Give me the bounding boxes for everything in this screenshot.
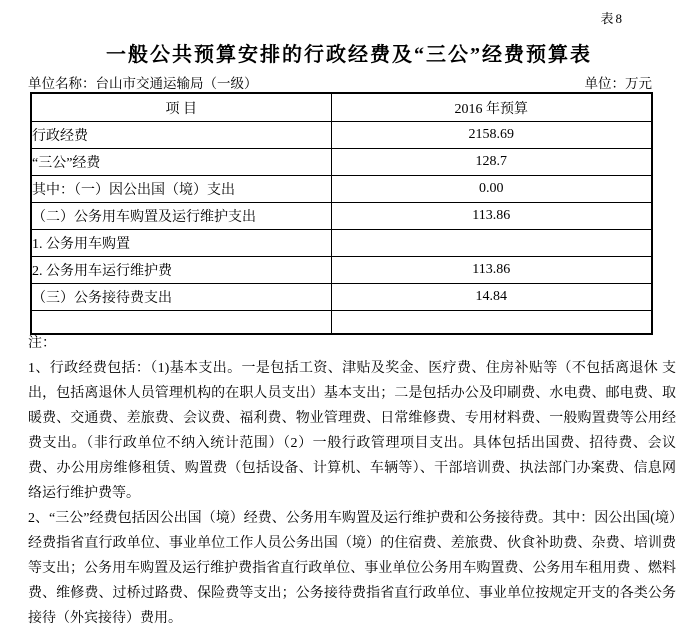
item-cell: “三公”经费 [31, 149, 331, 176]
item-cell: 2. 公务用车运行维护费 [31, 257, 331, 284]
table-row [31, 284, 652, 311]
notes-label: 注： [28, 336, 56, 351]
unit-of-measure: 单位：万元 [584, 76, 652, 91]
table-row [31, 149, 652, 176]
item-cell: 行政经费 [31, 122, 331, 149]
table-row [31, 257, 652, 284]
document-title: 一般公共预算安排的行政经费及“三公”经费预算表 [106, 44, 592, 66]
item-cell: （二）公务用车购置及运行维护支出 [31, 203, 331, 230]
table-row [31, 203, 652, 230]
value-cell: 113.86 [331, 203, 652, 230]
item-cell: 其中：（一）因公出国（境）支出 [31, 176, 331, 203]
budget-table [30, 92, 653, 335]
item-cell: （三）公务接待费支出 [31, 284, 331, 311]
header-item-cell: 项 目 [31, 93, 331, 122]
table-number-label: 表8 [600, 11, 624, 26]
note-item: 2、“三公”经费包括因公出国（境）经费、公务用车购置及运行维护费和公务接待费。其中：因公出国(境）经费指省直行政单位、事业单位工作人员公务出国（境）的住宿费、差旅费、伙食补助费、杂费、培训费等支出；公务用车购置及运行维护费指省直行政单位、事业单位公务用车购置费、公务用车租用费 、燃料费、维修费、过桥过路费、保险费等支出；公务接待费指省直行政单位、事业单位按规定开支的各类公务接待（外宾接待）费用。 [28, 511, 676, 626]
header-year-cell: 2016 年预算 [331, 93, 652, 122]
table-row [31, 122, 652, 149]
value-cell: 2158.69 [331, 122, 652, 149]
note-item: 1、行政经费包括：（1)基本支出。一是包括工资、津贴及奖金、医疗费、住房补贴等（不包括离退休 支出，包括离退休人员管理机构的在职人员支出）基本支出；二是包括办公及印刷费、水电费、邮电费、取暖费、交通费、差旅费、会议费、福利费、物业管理费、日常维修费、专用材料费、一般购置费等公用经费支出。（非行政单位不纳入统计范围）（2）一般行政管理项目支出。具体包括出国费、招待费、会议费、办公用房维修租赁、购置费（包括设备、计算机、车辆等）、干部培训费、执法部门办案费、信息网络运行维护费等。 [28, 361, 676, 501]
value-cell: 14.84 [331, 284, 652, 311]
item-cell: 1. 公务用车购置 [31, 230, 331, 257]
table-row [31, 230, 652, 257]
value-cell: 113.86 [331, 257, 652, 284]
unit-name: 单位名称：台山市交通运输局（一级） [28, 76, 258, 91]
table-row [31, 176, 652, 203]
notes-section [28, 331, 676, 631]
value-cell [331, 230, 652, 257]
table-header-row [31, 93, 652, 122]
meta-row [28, 72, 652, 92]
value-cell: 0.00 [331, 176, 652, 203]
value-cell: 128.7 [331, 149, 652, 176]
